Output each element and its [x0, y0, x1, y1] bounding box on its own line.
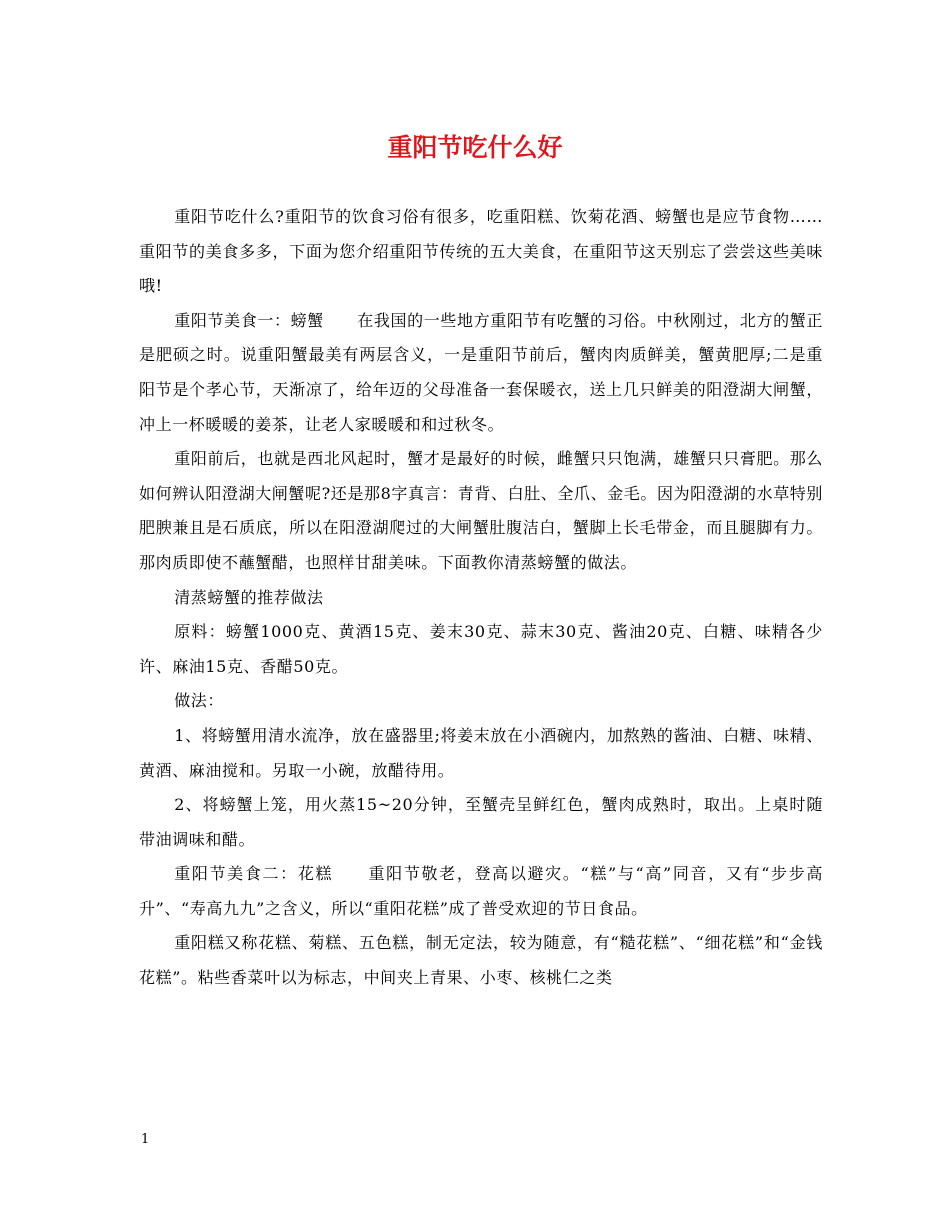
recipe-ingredients: 原料：螃蟹1000克、黄酒15克、姜末30克、蒜末30克、酱油20克、白糖、味精各少许、麻油15克、香醋50克。	[139, 622, 823, 676]
page-number: 1	[141, 1132, 150, 1147]
paragraph-intro: 重阳节吃什么?重阳节的饮食习俗有很多，吃重阳糕、饮菊花酒、螃蟹也是应节食物……重阳节的美食多多，下面为您介绍重阳节传统的五大美食，在重阳节这天别忘了尝尝这些美味哦!	[139, 207, 823, 296]
recipe-step-2: 2、将螃蟹上笼，用火蒸15~20分钟，至蟹壳呈鲜红色，蟹肉成熟时，取出。上桌时随带油调味和醋。	[139, 795, 823, 849]
paragraph-food-one-crab: 重阳节美食一：螃蟹 在我国的一些地方重阳节有吃蟹的习俗。中秋刚过，北方的蟹正是肥硕之时。说重阳蟹最美有两层含义，一是重阳节前后，蟹肉肉质鲜美，蟹黄肥厚;二是重阳节是个孝心节，天渐凉了，给年迈的父母准备一套保暖衣，送上几只鲜美的阳澄湖大闸蟹，冲上一杯暖暖的姜茶，让老人家暖暖和和过秋冬。	[139, 310, 823, 434]
recipe-step-1: 1、将螃蟹用清水流净，放在盛器里;将姜末放在小酒碗内，加熬熟的酱油、白糖、味精、黄酒、麻油搅和。另取一小碗，放醋待用。	[139, 725, 823, 780]
recipe-method-label: 做法：	[174, 691, 224, 711]
paragraph-cake-description: 重阳糕又称花糕、菊糕、五色糕，制无定法，较为随意，有“糙花糕”、“细花糕”和“金钱花糕”。粘些香菜叶以为标志，中间夹上青果、小枣、核桃仁之类	[139, 933, 823, 988]
paragraph-crab-selection: 重阳前后，也就是西北风起时，蟹才是最好的时候，雌蟹只只饱满，雄蟹只只膏肥。那么如何辨认阳澄湖大闸蟹呢?还是那8字真言：青背、白肚、全爪、金毛。因为阳澄湖的水草特别肥腴兼且是石质底，所以在阳澄湖爬过的大闸蟹肚腹洁白，蟹脚上长毛带金，而且腿脚有力。那肉质即使不蘸蟹醋，也照样甘甜美味。下面教你清蒸螃蟹的做法。	[139, 449, 823, 572]
paragraph-food-two-cake: 重阳节美食二：花糕 重阳节敬老，登高以避灾。“糕”与“高”同音，又有“步步高升”、“寿高九九”之含义，所以“重阳花糕”成了普受欢迎的节日食品。	[139, 864, 823, 918]
recipe-heading: 清蒸螃蟹的推荐做法	[174, 587, 324, 607]
page-title: 重阳节吃什么好	[387, 133, 563, 162]
document-body	[139, 200, 823, 996]
